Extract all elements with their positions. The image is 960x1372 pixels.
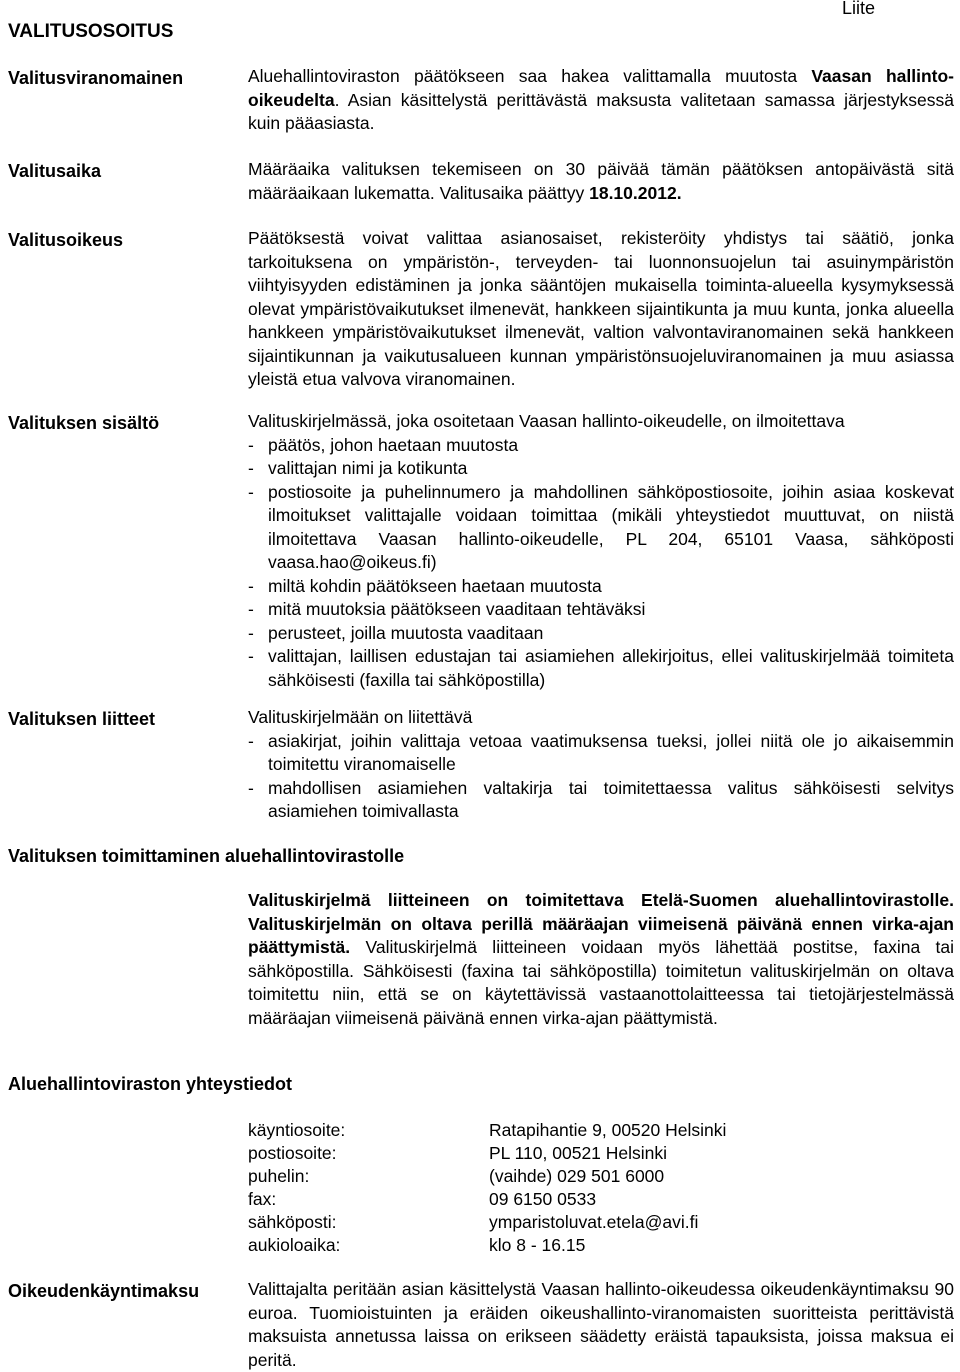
contact-row: [248, 1188, 848, 1211]
contact-key: sähköposti:: [248, 1212, 337, 1232]
valituksen-sisalto-label: Valituksen sisältö: [8, 413, 160, 433]
valituksen-liitteet-list: [248, 730, 954, 824]
contact-row: [248, 1142, 848, 1165]
list-item: - mahdollisen asiamiehen valtakirja tai toimitettaessa valitus sähköisesti selvitys asiamiehen toimivallasta: [248, 777, 954, 821]
toimittaminen-title: Valituksen toimittaminen aluehallintovirastolle: [8, 846, 405, 866]
contact-row: [248, 1211, 848, 1234]
toimittaminen-text: [248, 889, 954, 1030]
contact-key: käyntiosoite:: [248, 1120, 346, 1140]
contact-value: 09 6150 0533: [489, 1189, 597, 1209]
contact-row: [248, 1119, 848, 1142]
oikeudenkayntimaksu-text: Valittajalta peritään asian käsittelystä Vaasan hallinto-oikeudessa oikeudenkäyntimaksu 90 euroa. Tuomioistuinten ja eräiden oikeushallinto-viranomaisten suoritteista perittävistä maksuista annetussa laissa on erikseen säädetty eräistä tapauksista, joissa maksua ei peritä.: [248, 1279, 954, 1370]
valituksen-liitteet-content: [248, 706, 954, 824]
list-item: - valittajan, laillisen edustajan tai asiamiehen allekirjoitus, ellei valituskirjelmää toimiteta sähköisesti (faxilla tai sähköpostilla): [248, 646, 954, 690]
valituksen-sisalto-content: [248, 410, 954, 692]
valitusaika-text-1: Määräaika valituksen tekemiseen on 30 päivää tämän päätöksen antopäivästä sitä määräaikaan lukematta. Valitusaika päättyy: [248, 159, 954, 203]
contact-key: aukioloaika:: [248, 1235, 341, 1255]
valitusviranomainen-court: Vaasan hallinto-oikeudelta: [248, 66, 954, 110]
contact-key: postiosoite:: [248, 1143, 337, 1163]
valituksen-sisalto-intro: Valituskirjelmässä, joka osoitetaan Vaasan hallinto-oikeudelle, on ilmoitettava: [248, 411, 845, 431]
valitusaika-label: Valitusaika: [8, 161, 102, 181]
valituksen-liitteet-intro: Valituskirjelmään on liitettävä: [248, 707, 473, 727]
toimittaminen-text-1: Valituskirjelmä liitteineen voidaan myös lähettää postitse, faxina tai sähköpostilla. Sähköisesti (faxina tai sähköpostilla) toimitetun valituskirjelmän on oltava toimitettu niin, että se on käytettävissä vastaanottolaitteessa tai tietojärjestelmässä määräajan viimeisenä päivänä ennen virka-ajan päättymistä.: [248, 937, 954, 1028]
valitusoikeus-text: Päätöksestä voivat valittaa asianosaiset, rekisteröity yhdistys tai säätiö, jonka tarkoituksena on ympäristön-, terveyden- tai luonnonsuojelun tai asuinympäristön viihtyisyyden edistäminen ja jonka sääntöjen mukaisella toiminta-alueella kysymyksessä olevat ympäristövaikutukset ilmenevät, hankkeen sijaintikunta ja muu kunta, jonka alueella hankkeen ympäristövaikutukset ilmenevät, valtion valvontaviranomainen sekä hankkeen sijaintikunnan ja vaikutusalueen kunnan ympäristönsuojeluviranomainen ja muu asiassa yleistä etua valvova viranomainen.: [248, 228, 954, 389]
contact-row: [248, 1165, 848, 1188]
valituksen-liitteet-label: Valituksen liitteet: [8, 709, 156, 729]
contact-row: [248, 1234, 848, 1257]
yhteystiedot-title: Aluehallintoviraston yhteystiedot: [8, 1074, 293, 1094]
valitusviranomainen-text-1: Aluehallintoviraston päätökseen saa hakea valittamalla muutosta: [248, 66, 812, 86]
list-item: - päätös, johon haetaan muutosta: [248, 434, 519, 455]
list-item: - mitä muutoksia päätökseen vaaditaan tehtäväksi: [248, 599, 646, 619]
oikeudenkayntimaksu-label: Oikeudenkäyntimaksu: [8, 1281, 200, 1301]
list-item: - perusteet, joilla muutosta vaaditaan: [248, 622, 544, 643]
valitusviranomainen-text: [248, 65, 954, 136]
valituksen-sisalto-list: [248, 434, 954, 693]
valitusoikeus-label: Valitusoikeus: [8, 230, 124, 250]
list-item: - miltä kohdin päätökseen haetaan muutosta: [248, 575, 602, 596]
document-title: VALITUSOSOITUS: [8, 21, 174, 42]
contact-value: ymparistoluvat.etela@avi.fi: [489, 1212, 699, 1232]
toimittaminen-bold: Valituskirjelmä liitteineen on toimitettava Etelä-Suomen aluehallintovirastolle. Valituskirjelmän on oltava perillä määräajan viimeisenä päivänä ennen virka-ajan päättymistä.: [248, 890, 954, 957]
valitusaika-text: [248, 158, 954, 205]
contact-value: klo 8 - 16.15: [489, 1235, 586, 1255]
contact-value: (vaihde) 029 501 6000: [489, 1166, 665, 1186]
list-item: - postiosoite ja puhelinnumero ja mahdollinen sähköpostiosoite, joihin asiaa koskevat ilmoitukset valittajalle voidaan toimittaa (mikäli yhteystiedot muuttuvat, on niistä ilmoitettava Vaasan hallinto-oikeudelle, PL 204, 65101 Vaasa, sähköposti vaasa.hao@oikeus.fi): [248, 481, 954, 572]
list-item: - asiakirjat, joihin valittaja vetoaa vaatimuksensa tueksi, jollei niitä ole jo aikaisemmin toimitettu viranomaiselle: [248, 730, 954, 774]
valitusviranomainen-label: Valitusviranomainen: [8, 68, 184, 88]
valitusviranomainen-text-2: . Asian käsittelystä perittävästä maksusta valitetaan samassa järjestyksessä kuin pääasiasta.: [248, 89, 954, 133]
list-item: - valittajan nimi ja kotikunta: [248, 458, 468, 478]
contact-value: Ratapihantie 9, 00520 Helsinki: [489, 1120, 727, 1140]
attachment-label: Liite: [842, 0, 876, 18]
valitusaika-date: 18.10.2012.: [589, 182, 682, 203]
contact-key: puhelin:: [248, 1166, 310, 1186]
contact-key: fax:: [248, 1189, 277, 1209]
contact-value: PL 110, 00521 Helsinki: [489, 1143, 668, 1163]
